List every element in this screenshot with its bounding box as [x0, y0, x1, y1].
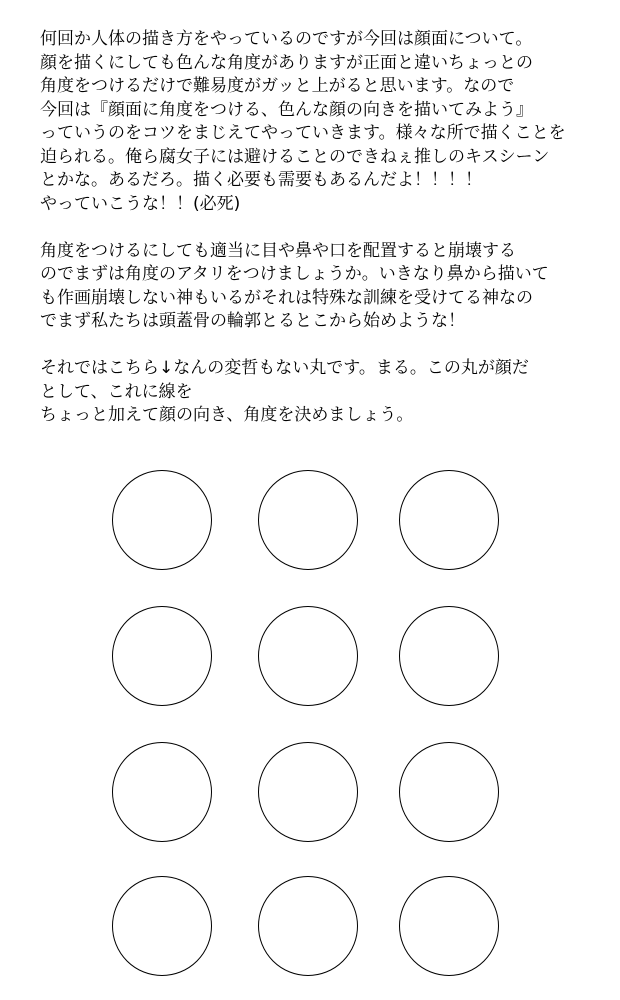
text-line: 顔を描くにしても色んな角度がありますが正面と違いちょっとの: [40, 52, 533, 73]
face-circle: [112, 470, 212, 570]
face-circle: [399, 876, 499, 976]
face-circle: [112, 606, 212, 706]
text-line: 迫られる。俺ら腐女子には避けることのできねぇ推しのキスシーン: [40, 146, 550, 167]
text-line: のでまずは角度のアタリをつけましょうか。いきなり鼻から描いて: [40, 264, 549, 284]
face-circle: [112, 876, 212, 976]
text-line: 今回は『顔面に角度をつける、色んな顔の向きを描いてみよう』: [40, 99, 533, 120]
face-circle: [258, 470, 358, 570]
face-circle: [258, 742, 358, 842]
text-line: 角度をつけるにしても適当に目や鼻や口を配置すると崩壊する: [40, 240, 516, 261]
text-line: も作画崩壊しない神もいるがそれは特殊な訓練を受けてる神なの: [40, 287, 533, 308]
face-circle: [399, 742, 499, 842]
text-line: でまず私たちは頭蓋骨の輪郭とるとこから始めような！: [40, 311, 465, 331]
text-line: 何回か人体の描き方をやっているのですが今回は顔面について。: [40, 29, 533, 49]
text-line: として、これに線を: [40, 381, 193, 402]
face-circle: [112, 742, 212, 842]
face-circle: [258, 606, 358, 706]
face-circle: [399, 606, 499, 706]
text-line: やっていこうな！！(必死): [40, 193, 241, 214]
text-line: 角度をつけるだけで難易度がガッと上がると思います。なので: [40, 76, 515, 96]
text-line: とかな。あるだろ。描く必要も需要もあるんだよ！！！！: [40, 170, 482, 190]
text-line: っていうのをコツをまじえてやっていきます。様々な所で描くことを: [40, 123, 566, 143]
face-circle: [258, 876, 358, 976]
text-line: ちょっと加えて顔の向き、角度を決めましょう。: [40, 405, 414, 425]
text-line: それではこちら↓なんの変哲もない丸です。まる。この丸が顔だ: [40, 358, 529, 378]
face-circle: [399, 470, 499, 570]
